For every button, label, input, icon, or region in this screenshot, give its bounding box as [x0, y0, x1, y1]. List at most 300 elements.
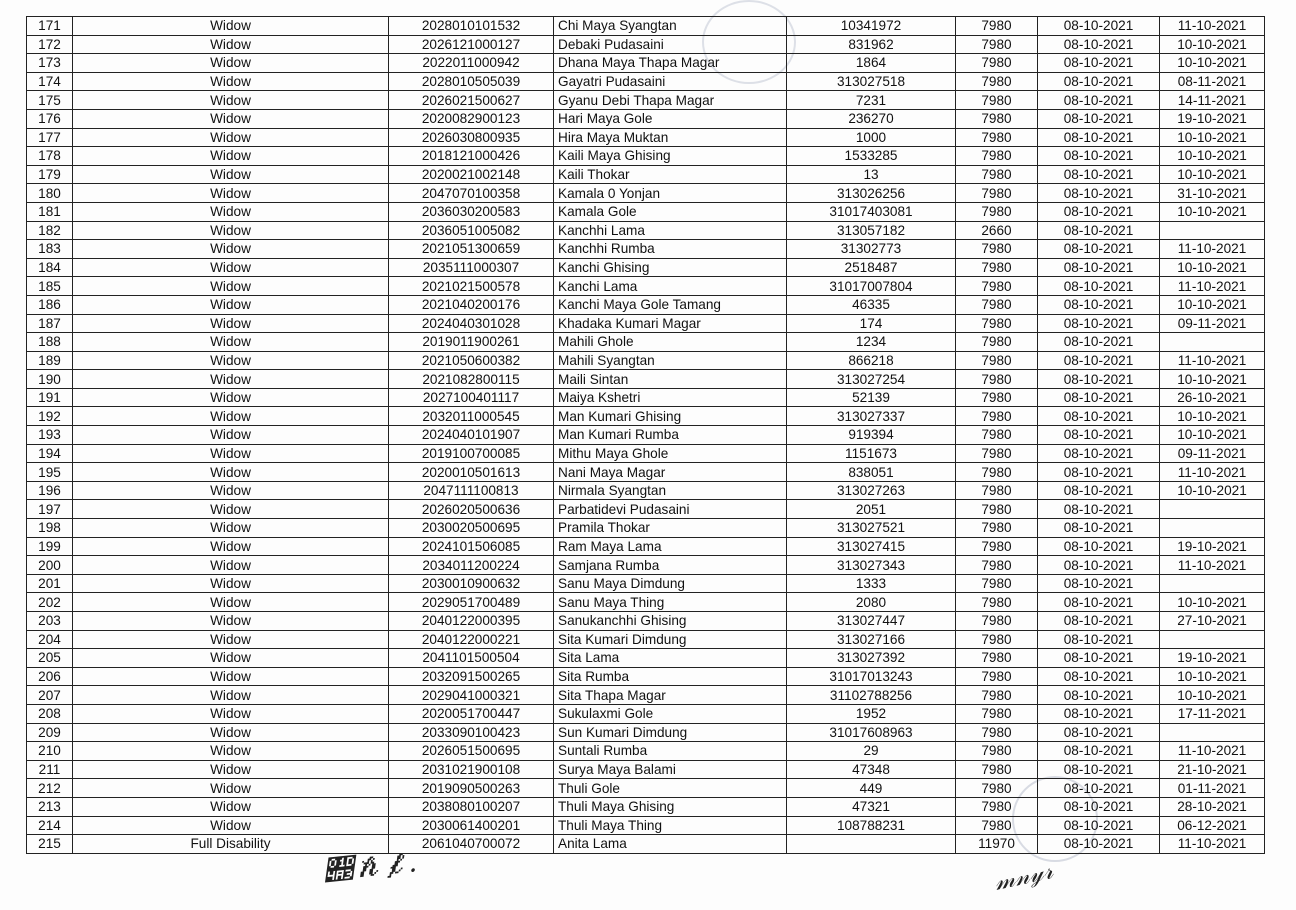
allowance-type-cell: Widow	[73, 54, 389, 73]
table-row	[27, 240, 1265, 259]
serial-number-cell: 195	[27, 463, 73, 482]
beneficiary-id-cell: 2019011900261	[389, 333, 554, 352]
paid-date-cell: 08-10-2021	[1038, 258, 1160, 277]
table-row	[27, 686, 1265, 705]
amount-cell: 7980	[956, 556, 1038, 575]
paid-date-cell: 08-10-2021	[1038, 54, 1160, 73]
beneficiary-id-cell: 2026030800935	[389, 128, 554, 147]
beneficiary-name-cell: Pramila Thokar	[554, 519, 787, 538]
serial-number-cell: 175	[27, 91, 73, 110]
amount-cell: 7980	[956, 612, 1038, 631]
received-date-cell: 26-10-2021	[1160, 388, 1265, 407]
received-date-cell	[1160, 723, 1265, 742]
received-date-cell: 10-10-2021	[1160, 686, 1265, 705]
paid-date-cell: 08-10-2021	[1038, 612, 1160, 631]
allowance-type-cell: Widow	[73, 742, 389, 761]
amount-cell: 7980	[956, 760, 1038, 779]
amount-cell: 11970	[956, 835, 1038, 854]
beneficiary-name-cell: Sun Kumari Dimdung	[554, 723, 787, 742]
account-number-cell: 449	[787, 779, 956, 798]
received-date-cell	[1160, 333, 1265, 352]
account-number-cell: 13	[787, 165, 956, 184]
account-number-cell: 313027166	[787, 630, 956, 649]
allowance-type-cell: Widow	[73, 333, 389, 352]
paid-date-cell: 08-10-2021	[1038, 407, 1160, 426]
allowance-type-cell: Widow	[73, 277, 389, 296]
received-date-cell: 11-10-2021	[1160, 556, 1265, 575]
account-number-cell: 838051	[787, 463, 956, 482]
beneficiary-name-cell: Thuli Gole	[554, 779, 787, 798]
serial-number-cell: 176	[27, 109, 73, 128]
beneficiary-name-cell: Samjana Rumba	[554, 556, 787, 575]
allowance-type-cell: Widow	[73, 630, 389, 649]
beneficiary-id-cell: 2021082800115	[389, 370, 554, 389]
beneficiary-name-cell: Maili Sintan	[554, 370, 787, 389]
table-row	[27, 704, 1265, 723]
account-number-cell: 313057182	[787, 221, 956, 240]
beneficiary-name-cell: Mithu Maya Ghole	[554, 444, 787, 463]
account-number-cell: 1000	[787, 128, 956, 147]
beneficiary-id-cell: 2032091500265	[389, 667, 554, 686]
serial-number-cell: 203	[27, 612, 73, 631]
amount-cell: 7980	[956, 202, 1038, 221]
paid-date-cell: 08-10-2021	[1038, 128, 1160, 147]
table-row	[27, 184, 1265, 203]
paid-date-cell: 08-10-2021	[1038, 686, 1160, 705]
table-row	[27, 481, 1265, 500]
received-date-cell: 31-10-2021	[1160, 184, 1265, 203]
paid-date-cell: 08-10-2021	[1038, 147, 1160, 166]
table-row	[27, 333, 1265, 352]
beneficiary-name-cell: Kamala 0 Yonjan	[554, 184, 787, 203]
beneficiary-id-cell: 2030020500695	[389, 519, 554, 538]
table-row	[27, 612, 1265, 631]
beneficiary-name-cell: Dhana Maya Thapa Magar	[554, 54, 787, 73]
received-date-cell	[1160, 221, 1265, 240]
account-number-cell: 313027521	[787, 519, 956, 538]
paid-date-cell: 08-10-2021	[1038, 314, 1160, 333]
account-number-cell: 1333	[787, 574, 956, 593]
received-date-cell: 11-10-2021	[1160, 742, 1265, 761]
paid-date-cell: 08-10-2021	[1038, 426, 1160, 445]
received-date-cell: 11-10-2021	[1160, 277, 1265, 296]
paid-date-cell: 08-10-2021	[1038, 519, 1160, 538]
table-row	[27, 742, 1265, 761]
serial-number-cell: 200	[27, 556, 73, 575]
account-number-cell: 46335	[787, 295, 956, 314]
account-number-cell: 47348	[787, 760, 956, 779]
allowance-type-cell: Widow	[73, 407, 389, 426]
beneficiary-name-cell: Surya Maya Balami	[554, 760, 787, 779]
serial-number-cell: 196	[27, 481, 73, 500]
received-date-cell: 19-10-2021	[1160, 537, 1265, 556]
beneficiary-id-cell: 2028010101532	[389, 17, 554, 36]
table-row	[27, 779, 1265, 798]
beneficiary-name-cell: Mahili Ghole	[554, 333, 787, 352]
table-row	[27, 388, 1265, 407]
received-date-cell: 19-10-2021	[1160, 109, 1265, 128]
amount-cell: 7980	[956, 240, 1038, 259]
beneficiary-name-cell: Nirmala Syangtan	[554, 481, 787, 500]
allowance-type-cell: Widow	[73, 17, 389, 36]
paid-date-cell: 08-10-2021	[1038, 295, 1160, 314]
serial-number-cell: 174	[27, 72, 73, 91]
beneficiary-name-cell: Kaili Maya Ghising	[554, 147, 787, 166]
amount-cell: 7980	[956, 593, 1038, 612]
table-row	[27, 54, 1265, 73]
received-date-cell: 10-10-2021	[1160, 407, 1265, 426]
account-number-cell	[787, 835, 956, 854]
account-number-cell: 831962	[787, 35, 956, 54]
table-row	[27, 91, 1265, 110]
received-date-cell: 10-10-2021	[1160, 426, 1265, 445]
amount-cell: 7980	[956, 463, 1038, 482]
allowance-type-cell: Widow	[73, 519, 389, 538]
beneficiary-table-body	[27, 17, 1265, 854]
serial-number-cell: 192	[27, 407, 73, 426]
amount-cell: 7980	[956, 649, 1038, 668]
beneficiary-id-cell: 2029041000321	[389, 686, 554, 705]
beneficiary-name-cell: Sita Rumba	[554, 667, 787, 686]
allowance-type-cell: Widow	[73, 72, 389, 91]
beneficiary-name-cell: Kamala Gole	[554, 202, 787, 221]
allowance-type-cell: Widow	[73, 221, 389, 240]
received-date-cell: 01-11-2021	[1160, 779, 1265, 798]
paid-date-cell: 08-10-2021	[1038, 388, 1160, 407]
paid-date-cell: 08-10-2021	[1038, 816, 1160, 835]
amount-cell: 7980	[956, 109, 1038, 128]
serial-number-cell: 198	[27, 519, 73, 538]
serial-number-cell: 182	[27, 221, 73, 240]
beneficiary-name-cell: Sita Thapa Magar	[554, 686, 787, 705]
serial-number-cell: 201	[27, 574, 73, 593]
serial-number-cell: 187	[27, 314, 73, 333]
amount-cell: 7980	[956, 500, 1038, 519]
received-date-cell: 06-12-2021	[1160, 816, 1265, 835]
serial-number-cell: 186	[27, 295, 73, 314]
beneficiary-id-cell: 2019100700085	[389, 444, 554, 463]
serial-number-cell: 215	[27, 835, 73, 854]
amount-cell: 7980	[956, 35, 1038, 54]
amount-cell: 7980	[956, 17, 1038, 36]
serial-number-cell: 171	[27, 17, 73, 36]
serial-number-cell: 191	[27, 388, 73, 407]
paid-date-cell: 08-10-2021	[1038, 444, 1160, 463]
beneficiary-id-cell: 2021051300659	[389, 240, 554, 259]
beneficiary-table	[26, 16, 1265, 854]
received-date-cell	[1160, 630, 1265, 649]
amount-cell: 7980	[956, 444, 1038, 463]
paid-date-cell: 08-10-2021	[1038, 667, 1160, 686]
allowance-type-cell: Widow	[73, 240, 389, 259]
table-row	[27, 797, 1265, 816]
beneficiary-name-cell: Maiya Kshetri	[554, 388, 787, 407]
serial-number-cell: 178	[27, 147, 73, 166]
serial-number-cell: 207	[27, 686, 73, 705]
amount-cell: 2660	[956, 221, 1038, 240]
allowance-type-cell: Widow	[73, 686, 389, 705]
account-number-cell: 313027254	[787, 370, 956, 389]
paid-date-cell: 08-10-2021	[1038, 35, 1160, 54]
received-date-cell: 10-10-2021	[1160, 258, 1265, 277]
received-date-cell: 28-10-2021	[1160, 797, 1265, 816]
table-row	[27, 202, 1265, 221]
beneficiary-name-cell: Sanukanchhi Ghising	[554, 612, 787, 631]
table-row	[27, 444, 1265, 463]
table-row	[27, 258, 1265, 277]
amount-cell: 7980	[956, 277, 1038, 296]
amount-cell: 7980	[956, 370, 1038, 389]
beneficiary-id-cell: 2032011000545	[389, 407, 554, 426]
beneficiary-id-cell: 2026021500627	[389, 91, 554, 110]
allowance-type-cell: Widow	[73, 128, 389, 147]
table-row	[27, 72, 1265, 91]
paid-date-cell: 08-10-2021	[1038, 797, 1160, 816]
beneficiary-id-cell: 2029051700489	[389, 593, 554, 612]
serial-number-cell: 209	[27, 723, 73, 742]
table-row	[27, 351, 1265, 370]
paid-date-cell: 08-10-2021	[1038, 184, 1160, 203]
serial-number-cell: 184	[27, 258, 73, 277]
table-row	[27, 407, 1265, 426]
beneficiary-name-cell: Man Kumari Ghising	[554, 407, 787, 426]
beneficiary-id-cell: 2020082900123	[389, 109, 554, 128]
beneficiary-id-cell: 2033090100423	[389, 723, 554, 742]
paid-date-cell: 08-10-2021	[1038, 593, 1160, 612]
account-number-cell: 313027343	[787, 556, 956, 575]
beneficiary-name-cell: Chi Maya Syangtan	[554, 17, 787, 36]
beneficiary-id-cell: 2040122000221	[389, 630, 554, 649]
amount-cell: 7980	[956, 407, 1038, 426]
allowance-type-cell: Widow	[73, 779, 389, 798]
received-date-cell: 11-10-2021	[1160, 835, 1265, 854]
account-number-cell: 31017403081	[787, 202, 956, 221]
beneficiary-name-cell: Khadaka Kumari Magar	[554, 314, 787, 333]
allowance-type-cell: Widow	[73, 797, 389, 816]
paid-date-cell: 08-10-2021	[1038, 500, 1160, 519]
beneficiary-name-cell: Anita Lama	[554, 835, 787, 854]
beneficiary-name-cell: Hira Maya Muktan	[554, 128, 787, 147]
account-number-cell: 313027263	[787, 481, 956, 500]
beneficiary-id-cell: 2020010501613	[389, 463, 554, 482]
account-number-cell: 313027392	[787, 649, 956, 668]
allowance-type-cell: Widow	[73, 500, 389, 519]
allowance-type-cell: Widow	[73, 704, 389, 723]
beneficiary-name-cell: Sukulaxmi Gole	[554, 704, 787, 723]
amount-cell: 7980	[956, 686, 1038, 705]
received-date-cell: 10-10-2021	[1160, 295, 1265, 314]
amount-cell: 7980	[956, 54, 1038, 73]
table-row	[27, 370, 1265, 389]
account-number-cell: 31017007804	[787, 277, 956, 296]
beneficiary-name-cell: Kanchi Maya Gole Tamang	[554, 295, 787, 314]
amount-cell: 7980	[956, 742, 1038, 761]
beneficiary-id-cell: 2040122000395	[389, 612, 554, 631]
table-row	[27, 760, 1265, 779]
serial-number-cell: 204	[27, 630, 73, 649]
allowance-type-cell: Full Disability	[73, 835, 389, 854]
account-number-cell: 313027447	[787, 612, 956, 631]
serial-number-cell: 193	[27, 426, 73, 445]
received-date-cell: 10-10-2021	[1160, 35, 1265, 54]
paid-date-cell: 08-10-2021	[1038, 351, 1160, 370]
received-date-cell: 10-10-2021	[1160, 593, 1265, 612]
account-number-cell: 866218	[787, 351, 956, 370]
beneficiary-id-cell: 2018121000426	[389, 147, 554, 166]
beneficiary-id-cell: 2024040301028	[389, 314, 554, 333]
table-row	[27, 593, 1265, 612]
beneficiary-id-cell: 2030061400201	[389, 816, 554, 835]
allowance-type-cell: Widow	[73, 537, 389, 556]
received-date-cell: 11-10-2021	[1160, 240, 1265, 259]
table-row	[27, 277, 1265, 296]
beneficiary-name-cell: Man Kumari Rumba	[554, 426, 787, 445]
allowance-type-cell: Widow	[73, 388, 389, 407]
paid-date-cell: 08-10-2021	[1038, 649, 1160, 668]
beneficiary-id-cell: 2036030200583	[389, 202, 554, 221]
table-row	[27, 221, 1265, 240]
table-row	[27, 147, 1265, 166]
table-row	[27, 649, 1265, 668]
account-number-cell: 174	[787, 314, 956, 333]
account-number-cell: 29	[787, 742, 956, 761]
table-row	[27, 816, 1265, 835]
received-date-cell: 27-10-2021	[1160, 612, 1265, 631]
account-number-cell: 1533285	[787, 147, 956, 166]
paid-date-cell: 08-10-2021	[1038, 333, 1160, 352]
amount-cell: 7980	[956, 147, 1038, 166]
amount-cell: 7980	[956, 333, 1038, 352]
serial-number-cell: 188	[27, 333, 73, 352]
serial-number-cell: 181	[27, 202, 73, 221]
beneficiary-id-cell: 2038080100207	[389, 797, 554, 816]
allowance-type-cell: Widow	[73, 35, 389, 54]
serial-number-cell: 211	[27, 760, 73, 779]
account-number-cell: 47321	[787, 797, 956, 816]
allowance-type-cell: Widow	[73, 593, 389, 612]
beneficiary-id-cell: 2022011000942	[389, 54, 554, 73]
amount-cell: 7980	[956, 816, 1038, 835]
beneficiary-id-cell: 2020021002148	[389, 165, 554, 184]
allowance-type-cell: Widow	[73, 258, 389, 277]
account-number-cell: 52139	[787, 388, 956, 407]
beneficiary-id-cell: 2026051500695	[389, 742, 554, 761]
beneficiary-name-cell: Gayatri Pudasaini	[554, 72, 787, 91]
amount-cell: 7980	[956, 574, 1038, 593]
amount-cell: 7980	[956, 258, 1038, 277]
received-date-cell: 11-10-2021	[1160, 351, 1265, 370]
table-row	[27, 835, 1265, 854]
beneficiary-id-cell: 2031021900108	[389, 760, 554, 779]
amount-cell: 7980	[956, 351, 1038, 370]
table-row	[27, 17, 1265, 36]
received-date-cell	[1160, 519, 1265, 538]
paid-date-cell: 08-10-2021	[1038, 165, 1160, 184]
beneficiary-name-cell: Thuli Maya Ghising	[554, 797, 787, 816]
paid-date-cell: 08-10-2021	[1038, 760, 1160, 779]
allowance-type-cell: Widow	[73, 612, 389, 631]
paid-date-cell: 08-10-2021	[1038, 240, 1160, 259]
serial-number-cell: 210	[27, 742, 73, 761]
received-date-cell: 10-10-2021	[1160, 165, 1265, 184]
paid-date-cell: 08-10-2021	[1038, 202, 1160, 221]
beneficiary-id-cell: 2019090500263	[389, 779, 554, 798]
amount-cell: 7980	[956, 295, 1038, 314]
beneficiary-id-cell: 2026020500636	[389, 500, 554, 519]
account-number-cell: 313027415	[787, 537, 956, 556]
account-number-cell: 2051	[787, 500, 956, 519]
allowance-type-cell: Widow	[73, 426, 389, 445]
allowance-type-cell: Widow	[73, 723, 389, 742]
allowance-type-cell: Widow	[73, 760, 389, 779]
account-number-cell: 1952	[787, 704, 956, 723]
received-date-cell: 09-11-2021	[1160, 444, 1265, 463]
paid-date-cell: 08-10-2021	[1038, 630, 1160, 649]
serial-number-cell: 202	[27, 593, 73, 612]
account-number-cell: 2080	[787, 593, 956, 612]
account-number-cell: 2518487	[787, 258, 956, 277]
amount-cell: 7980	[956, 481, 1038, 500]
allowance-type-cell: Widow	[73, 147, 389, 166]
account-number-cell: 7231	[787, 91, 956, 110]
paid-date-cell: 08-10-2021	[1038, 277, 1160, 296]
account-number-cell: 313027518	[787, 72, 956, 91]
amount-cell: 7980	[956, 797, 1038, 816]
table-row	[27, 463, 1265, 482]
received-date-cell: 10-10-2021	[1160, 202, 1265, 221]
serial-number-cell: 206	[27, 667, 73, 686]
received-date-cell: 09-11-2021	[1160, 314, 1265, 333]
serial-number-cell: 205	[27, 649, 73, 668]
received-date-cell: 10-10-2021	[1160, 370, 1265, 389]
serial-number-cell: 183	[27, 240, 73, 259]
account-number-cell: 31017608963	[787, 723, 956, 742]
allowance-type-cell: Widow	[73, 816, 389, 835]
signature-left: 𝒣𝒽𝒻.	[322, 845, 419, 888]
paid-date-cell: 08-10-2021	[1038, 481, 1160, 500]
beneficiary-id-cell: 2021021500578	[389, 277, 554, 296]
beneficiary-id-cell: 2028010505039	[389, 72, 554, 91]
allowance-type-cell: Widow	[73, 295, 389, 314]
beneficiary-name-cell: Ram Maya Lama	[554, 537, 787, 556]
table-row	[27, 35, 1265, 54]
serial-number-cell: 172	[27, 35, 73, 54]
amount-cell: 7980	[956, 537, 1038, 556]
account-number-cell: 31017013243	[787, 667, 956, 686]
account-number-cell: 236270	[787, 109, 956, 128]
allowance-type-cell: Widow	[73, 351, 389, 370]
beneficiary-id-cell: 2034011200224	[389, 556, 554, 575]
paid-date-cell: 08-10-2021	[1038, 556, 1160, 575]
serial-number-cell: 208	[27, 704, 73, 723]
received-date-cell: 17-11-2021	[1160, 704, 1265, 723]
beneficiary-name-cell: Sanu Maya Thing	[554, 593, 787, 612]
received-date-cell: 08-11-2021	[1160, 72, 1265, 91]
allowance-type-cell: Widow	[73, 463, 389, 482]
received-date-cell: 14-11-2021	[1160, 91, 1265, 110]
allowance-type-cell: Widow	[73, 444, 389, 463]
amount-cell: 7980	[956, 723, 1038, 742]
table-row	[27, 426, 1265, 445]
paid-date-cell: 08-10-2021	[1038, 17, 1160, 36]
beneficiary-id-cell: 2020051700447	[389, 704, 554, 723]
allowance-type-cell: Widow	[73, 202, 389, 221]
paid-date-cell: 08-10-2021	[1038, 742, 1160, 761]
allowance-type-cell: Widow	[73, 109, 389, 128]
serial-number-cell: 214	[27, 816, 73, 835]
account-number-cell: 1234	[787, 333, 956, 352]
received-date-cell: 11-10-2021	[1160, 17, 1265, 36]
